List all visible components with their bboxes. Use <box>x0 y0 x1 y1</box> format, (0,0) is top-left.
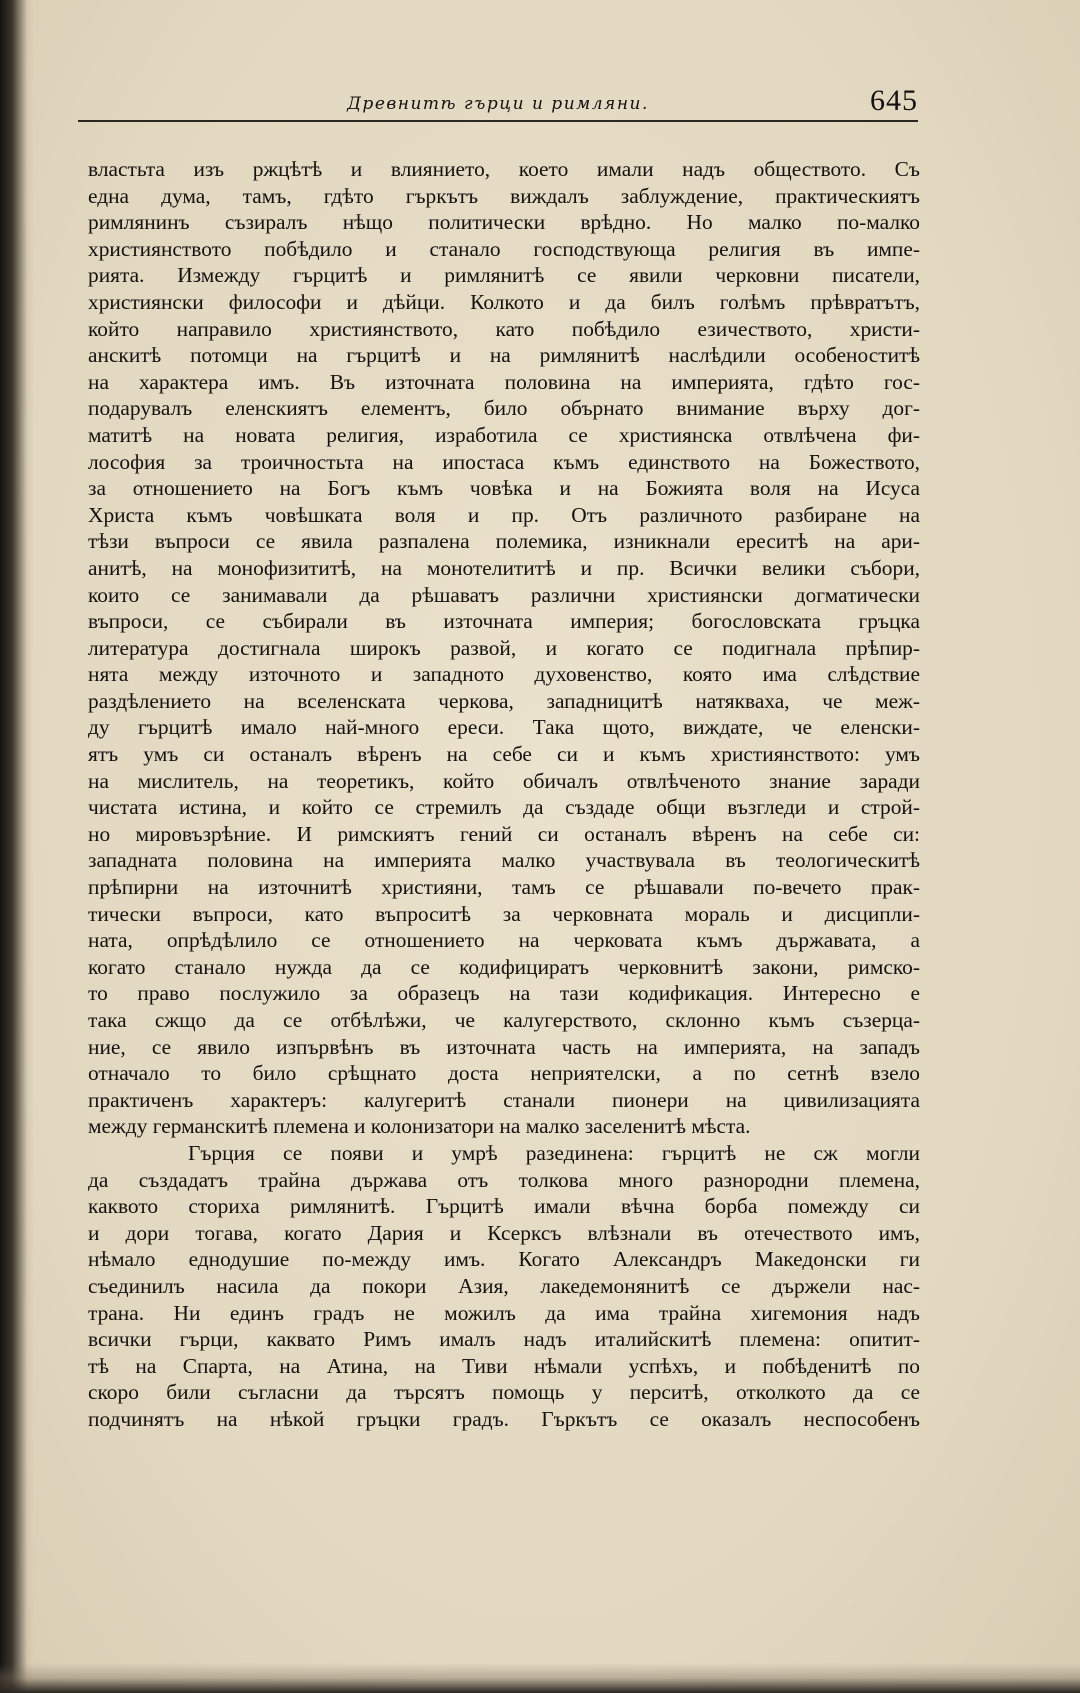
text-line: който направило християнството, като побѣдило езичеството, христи- <box>88 316 920 341</box>
text-line: практиченъ характеръ: калугеритѣ станали пионери на цивилизацията <box>88 1087 920 1112</box>
text-line: на мислитель, на теоретикъ, който обичалъ отвлѣченото знание заради <box>88 768 920 793</box>
text-line: раздѣлението на вселенската черкова, западницитѣ натякваха, че меж- <box>88 688 920 713</box>
text-line: за отношението на Богъ къмъ човѣка и на Божията воля на Исуса <box>88 476 920 501</box>
spine-shadow <box>0 0 34 1693</box>
text-line: на характера имъ. Въ източната половина на империята, гдѣто гос- <box>88 369 920 394</box>
text-line: нѣмало еднодушие по-между имъ. Когато Александръ Македонски ги <box>88 1247 920 1272</box>
text-line: трана. Ни единъ градъ не можилъ да има трайна хигемония надъ <box>88 1300 920 1325</box>
text-line: ната, опрѣдѣлило се отношението на черковата къмъ държавата, а <box>88 928 920 953</box>
text-line: подчинятъ на нѣкой гръцки градъ. Гъркътъ се оказалъ неспособенъ <box>88 1406 920 1431</box>
text-line: нята между източното и западното духовенство, която има слѣдствие <box>88 662 920 687</box>
text-line: анитѣ, на монофизититѣ, на монотелититѣ и пр. Всички велики събори, <box>88 555 920 580</box>
paragraph-start-line: Гърция се появи и умрѣ разединена: гърцитѣ не сж могли <box>188 1140 920 1165</box>
text-line: скоро били съгласни да търсятъ помощь у перситѣ, отколкото да се <box>88 1380 920 1405</box>
text-line: каквото сториха римлянитѣ. Гърцитѣ имали вѣчна борба помежду си <box>88 1194 920 1219</box>
text-line: християнски философи и дѣйци. Колкото и да билъ голѣмъ прѣвратътъ, <box>88 289 920 314</box>
body-text <box>88 156 920 1433</box>
text-line: тически въпроси, като въпроситѣ за черковната мораль и дисципли- <box>88 901 920 926</box>
text-line: тѣ на Спарта, на Атина, на Тиви нѣмали успѣхъ, и побѣденитѣ по <box>88 1353 920 1378</box>
page-header <box>78 84 918 122</box>
text-line: да създадатъ трайна държава отъ толкова много разнородни племена, <box>88 1167 920 1192</box>
text-line: въпроси, се събирали въ източната империя; богословската гръцка <box>88 609 920 634</box>
text-line: Христа къмъ човѣшката воля и пр. Отъ различното разбиране на <box>88 502 920 527</box>
text-line: римлянинъ съзиралъ нѣщо политически врѣдно. Но малко по-малко <box>88 210 920 235</box>
paragraph-end-line: между германскитѣ племена и колонизатори на малко заселенитѣ мѣста. <box>88 1114 751 1139</box>
text-line: когато станало нужда да се кодифициратъ черковнитѣ закони, римско- <box>88 954 920 979</box>
text-line: всички гърци, каквато Римъ ималъ надъ италийскитѣ племена: опитит- <box>88 1327 920 1352</box>
page-number: 645 <box>870 84 918 117</box>
text-line: анскитѣ потомци на гърцитѣ и на римлянитѣ наслѣдили особеноститѣ <box>88 343 920 368</box>
text-line: лософия за троичностьта на ипостаса къмъ единството на Божеството, <box>88 449 920 474</box>
text-line: рията. Измежду гърцитѣ и римлянитѣ се явили черковни писатели, <box>88 263 920 288</box>
text-line: ние, се явило изпървѣнъ въ източната часть на империята, на западъ <box>88 1034 920 1059</box>
text-line: и дори тогава, когато Дария и Ксерксъ влѣзнали въ отечеството имъ, <box>88 1220 920 1245</box>
text-line: така сжщо да се отбѣлѣжи, че калугерството, склонно къмъ съзерца- <box>88 1008 920 1032</box>
text-line: съединилъ насила да покори Азия, лакедемонянитѣ се държели нас- <box>88 1273 920 1298</box>
running-title: Древнитѣ гърци и римляни. <box>347 94 649 114</box>
text-line: западната половина на империята малко участвувала въ теологическитѣ <box>88 848 920 873</box>
text-line: ду гърцитѣ имало най-много ереси. Така щото, виждате, че еленски- <box>88 715 920 740</box>
text-line: една дума, тамъ, гдѣто гъркътъ виждалъ заблуждение, практическиятъ <box>88 183 920 208</box>
text-line: чистата истина, и който се стремилъ да създаде общи възгледи и строй- <box>88 795 920 820</box>
text-line: литература достигнала широкъ развой, и когато се подигнала прѣпир- <box>88 635 920 660</box>
text-line: подарувалъ еленскиятъ елементъ, било обърнато внимание върху дог- <box>88 396 920 421</box>
text-line: властьта изъ ржцѣтѣ и влиянието, което имали надъ обществото. Съ <box>88 157 920 181</box>
text-line: ятъ умъ си останалъ вѣренъ на себе си и къмъ християнството: умъ <box>88 742 920 767</box>
text-line: то право послужило за образецъ на тази кодификация. Интересно е <box>88 981 920 1006</box>
text-line: отначало то било срѣщнато доста неприятелски, а по сетнѣ взело <box>88 1061 920 1086</box>
text-line: християнството побѣдило и станало господствующа религия въ импе- <box>88 236 920 261</box>
text-line: тѣзи въпроси се явила разпалена полемика, изникнали ереситѣ на ари- <box>88 529 920 554</box>
text-line: матитѣ на новата религия, изработила се християнска отвлѣчена фи- <box>88 422 920 447</box>
text-line: които се занимавали да рѣшаватъ различни християнски догматически <box>88 582 920 607</box>
text-line: но мировъзрѣние. И римскиятъ гений си останалъ вѣренъ на себе си: <box>88 821 920 846</box>
bottom-shadow <box>0 1663 1080 1693</box>
text-line: прѣпирни на източнитѣ християни, тамъ се рѣшавали по-вечето прак- <box>88 875 920 900</box>
